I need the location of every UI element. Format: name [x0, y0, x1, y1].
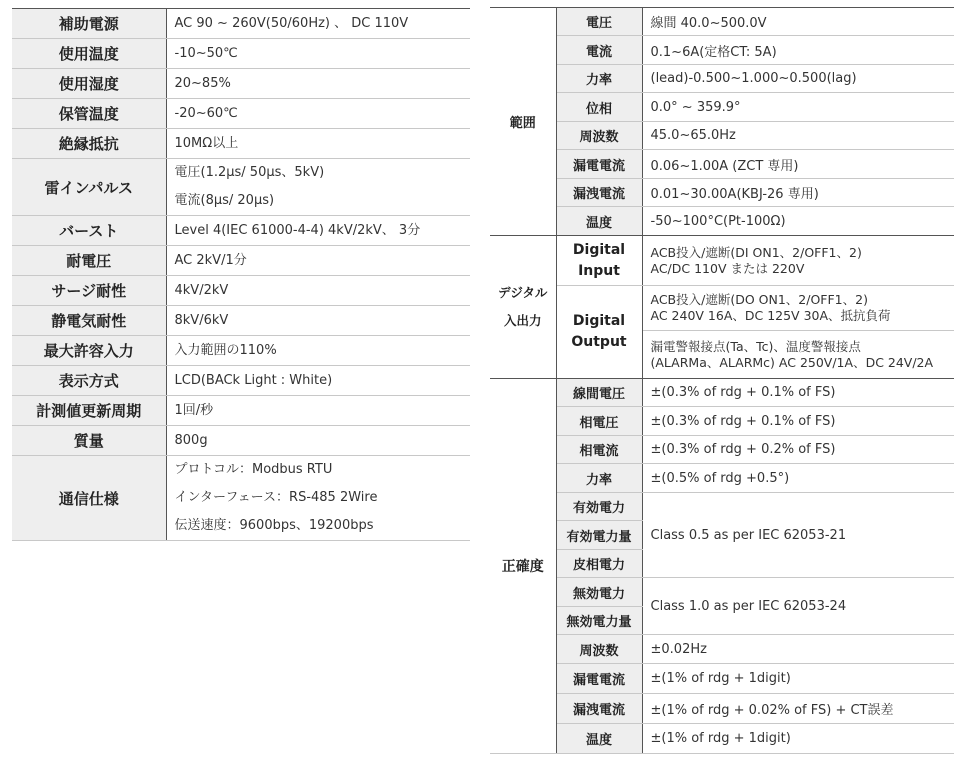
- accuracy-row-label: 相電圧: [556, 407, 642, 436]
- range-row-value: 0.01~30.00A(KBJ-26 専用): [642, 179, 954, 207]
- accuracy-row-label: 力率: [556, 464, 642, 493]
- table-row: [12, 246, 470, 276]
- spec-value-line: Level 4(IEC 61000-4-4) 4kV/2kV、 3分: [174, 222, 421, 238]
- range-row-value: 45.0~65.0Hz: [642, 122, 954, 150]
- accuracy-row-label: 無効電力: [556, 578, 642, 607]
- accuracy-row-label: 有効電力量: [556, 521, 642, 550]
- spec-label: 計測値更新周期: [12, 396, 166, 426]
- accuracy-row-label: 線間電圧: [556, 379, 642, 407]
- range-group-label: 範囲: [490, 8, 556, 236]
- digital-output-value: [642, 286, 954, 331]
- table-row: [490, 122, 954, 150]
- accuracy-row-value: ±(1% of rdg + 1digit): [642, 664, 954, 694]
- table-row: [12, 39, 470, 69]
- spec-label: 保管温度: [12, 99, 166, 129]
- range-row-label: 漏電電流: [556, 150, 642, 179]
- spec-value-line: 10MΩ以上: [174, 135, 239, 151]
- accuracy-row-value: ±(0.3% of rdg + 0.1% of FS): [642, 407, 954, 436]
- range-row-label: 電流: [556, 36, 642, 65]
- range-row-value: -50~100°C(Pt-100Ω): [642, 207, 954, 236]
- accuracy-row-value: ±0.02Hz: [642, 635, 954, 664]
- spec-label: サージ耐性: [12, 276, 166, 306]
- table-row: [490, 207, 954, 236]
- table-row: [12, 129, 470, 159]
- spec-value: [166, 246, 470, 276]
- range-row-value: 0.0° ~ 359.9°: [642, 93, 954, 122]
- table-row: [12, 306, 470, 336]
- general-spec-table: [12, 8, 470, 541]
- accuracy-class10-value: Class 1.0 as per IEC 62053-24: [642, 578, 954, 635]
- spec-label: 静電気耐性: [12, 306, 166, 336]
- table-row: [12, 396, 470, 426]
- table-row: [490, 150, 954, 179]
- accuracy-row-value: ±(0.3% of rdg + 0.1% of FS): [642, 379, 954, 407]
- spec-label: 耐電圧: [12, 246, 166, 276]
- spec-label: 通信仕様: [12, 456, 166, 541]
- accuracy-row-label: 漏電電流: [556, 664, 642, 694]
- digital-input-label: Digital Input: [556, 236, 642, 286]
- table-row: [12, 99, 470, 129]
- accuracy-row-label: 皮相電力: [556, 550, 642, 578]
- digital-output-line: AC 240V 16A、DC 125V 30A、抵抗負荷: [650, 308, 891, 323]
- spec-value: [166, 306, 470, 336]
- digital-output-line: (ALARMa、ALARMc) AC 250V/1A、DC 24V/2A: [650, 354, 934, 370]
- table-row: [12, 9, 470, 39]
- spec-value-line: 1回/秒: [174, 402, 214, 418]
- range-row-label: 温度: [556, 207, 642, 236]
- table-row: [12, 276, 470, 306]
- accuracy-class05-value: Class 0.5 as per IEC 62053-21: [642, 493, 954, 578]
- spec-value-line: 電流(8μs/ 20μs): [174, 193, 275, 208]
- digital-input-value: [642, 236, 954, 286]
- table-row: [12, 216, 470, 246]
- table-row: [12, 426, 470, 456]
- spec-value: [166, 426, 470, 456]
- range-row-label: 位相: [556, 93, 642, 122]
- table-row: [490, 724, 954, 754]
- table-row: [490, 635, 954, 664]
- range-row-label: 周波数: [556, 122, 642, 150]
- table-row: [490, 36, 954, 65]
- table-row: [12, 366, 470, 396]
- digital-output-value: [642, 331, 954, 379]
- spec-value-line: インターフェース：RS-485 2Wire: [174, 490, 378, 505]
- accuracy-row-value: ±(1% of rdg + 0.02% of FS) + CT誤差: [642, 694, 954, 724]
- accuracy-row-value: ±(0.3% of rdg + 0.2% of FS): [642, 436, 954, 464]
- table-row: [12, 69, 470, 99]
- spec-value-line: 入力範囲の110%: [174, 342, 277, 358]
- table-row: [490, 379, 954, 407]
- table-row: [490, 179, 954, 207]
- spec-value-line: -20~60℃: [174, 105, 238, 121]
- digital-io-group-label: [490, 236, 556, 379]
- spec-label: 補助電源: [12, 9, 166, 39]
- range-row-value: (lead)-0.500~1.000~0.500(lag): [642, 65, 954, 93]
- spec-value-line: 8kV/6kV: [174, 312, 229, 328]
- spec-value: [166, 9, 470, 39]
- table-row: [490, 578, 954, 607]
- range-row-label: 電圧: [556, 8, 642, 36]
- digital-input-line: ACB投入/遮断(DI ON1、2/OFF1、2): [650, 244, 862, 260]
- table-row: [490, 407, 954, 436]
- table-row: [490, 93, 954, 122]
- spec-value: [166, 456, 470, 541]
- table-row: [490, 436, 954, 464]
- digital-output-line: 漏電警報接点(Ta、Tc)、温度警報接点: [650, 338, 861, 354]
- spec-value: [166, 366, 470, 396]
- spec-value-line: 800g: [174, 432, 208, 448]
- accuracy-group-label: 正確度: [490, 379, 556, 754]
- range-row-label: 力率: [556, 65, 642, 93]
- spec-value: [166, 336, 470, 366]
- spec-value-line: LCD(BACk Light : White): [174, 372, 333, 388]
- table-row: [490, 694, 954, 724]
- table-row: [12, 159, 470, 216]
- spec-value-line: 4kV/2kV: [174, 282, 229, 298]
- accuracy-row-label: 相電流: [556, 436, 642, 464]
- spec-value: [166, 69, 470, 99]
- spec-label: 表示方式: [12, 366, 166, 396]
- accuracy-row-value: ±(0.5% of rdg +0.5°): [642, 464, 954, 493]
- digital-input-line: AC/DC 110V または 220V: [650, 260, 805, 276]
- spec-value-line: AC 2kV/1分: [174, 252, 247, 268]
- spec-label: 質量: [12, 426, 166, 456]
- spec-label: 使用湿度: [12, 69, 166, 99]
- measurement-spec-table: [490, 7, 954, 754]
- range-row-label: 漏洩電流: [556, 179, 642, 207]
- spec-value: [166, 396, 470, 426]
- range-row-value: 線間 40.0~500.0V: [642, 8, 954, 36]
- table-row: [490, 493, 954, 521]
- table-row: [490, 664, 954, 694]
- spec-value: [166, 39, 470, 69]
- accuracy-row-label: 有効電力: [556, 493, 642, 521]
- table-row: [490, 236, 954, 286]
- spec-label: 最大許容入力: [12, 336, 166, 366]
- spec-value: [166, 99, 470, 129]
- spec-value: [166, 276, 470, 306]
- spec-label: 絶縁抵抗: [12, 129, 166, 159]
- accuracy-row-label: 漏洩電流: [556, 694, 642, 724]
- spec-value-line: 20~85%: [174, 75, 231, 91]
- spec-label: 雷インパルス: [12, 159, 166, 216]
- table-row: [490, 65, 954, 93]
- spec-value: [166, 159, 470, 216]
- table-row: [490, 464, 954, 493]
- accuracy-row-label: 周波数: [556, 635, 642, 664]
- spec-value-line: プロトコル：Modbus RTU: [174, 462, 333, 477]
- accuracy-row-value: ±(1% of rdg + 1digit): [642, 724, 954, 754]
- table-row: [490, 8, 954, 36]
- digital-output-line: ACB投入/遮断(DO ON1、2/OFF1、2): [650, 292, 868, 307]
- spec-value-line: 電圧(1.2μs/ 50μs、5kV): [174, 165, 325, 180]
- accuracy-row-label: 無効電力量: [556, 607, 642, 635]
- range-row-value: 0.06~1.00A (ZCT 専用): [642, 150, 954, 179]
- table-row: [12, 336, 470, 366]
- digital-output-label: Digital Output: [556, 286, 642, 379]
- spec-value: [166, 216, 470, 246]
- spec-value-line: 伝送速度：9600bps、19200bps: [174, 518, 374, 533]
- digital-io-group-text: デジタル入出力: [498, 285, 548, 328]
- spec-label: 使用温度: [12, 39, 166, 69]
- spec-value: [166, 129, 470, 159]
- accuracy-row-label: 温度: [556, 724, 642, 754]
- table-row: [490, 286, 954, 331]
- spec-label: バースト: [12, 216, 166, 246]
- spec-value-line: AC 90 ~ 260V(50/60Hz) 、 DC 110V: [174, 15, 409, 31]
- table-row: [12, 456, 470, 541]
- range-row-value: 0.1~6A(定格CT: 5A): [642, 36, 954, 65]
- spec-value-line: -10~50℃: [174, 45, 238, 61]
